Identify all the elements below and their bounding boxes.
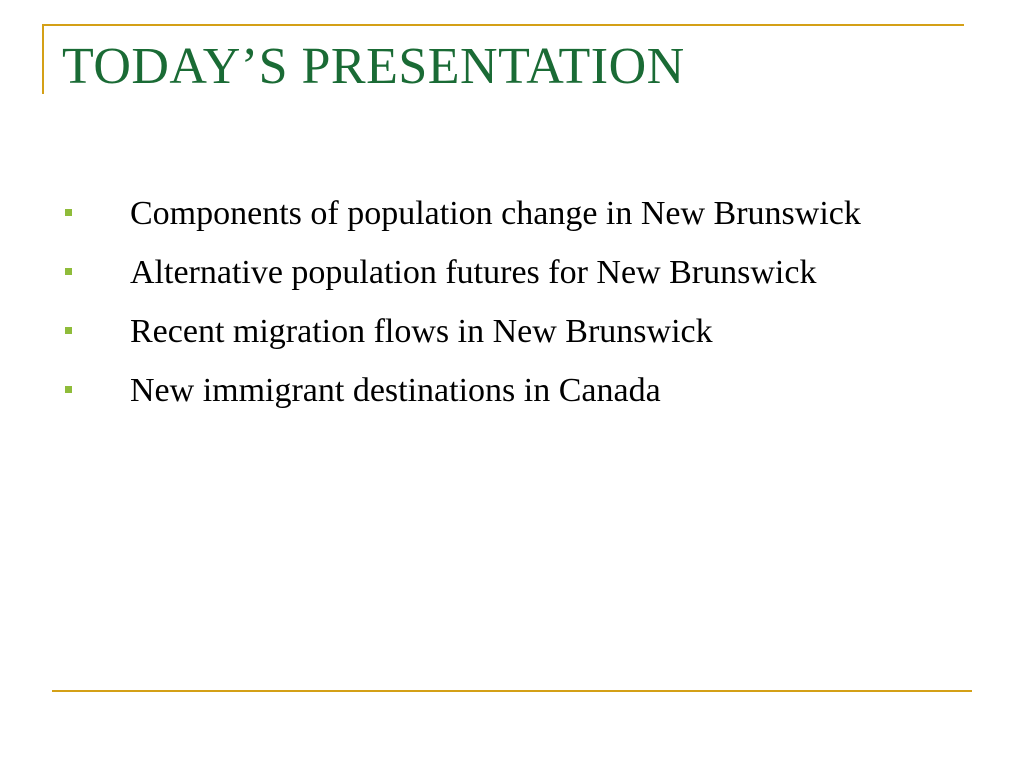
bullet-item: [62, 188, 882, 239]
bullet-text: Recent migration flows in New Brunswick: [130, 313, 713, 350]
bottom-accent-rule: [52, 690, 972, 692]
top-accent-rule: [42, 24, 964, 26]
bullet-text: New immigrant destinations in Canada: [130, 372, 661, 409]
square-bullet-icon: [65, 386, 72, 393]
left-accent-rule: [42, 24, 44, 94]
bullet-item: [62, 306, 882, 357]
bullet-item: [62, 365, 882, 416]
square-bullet-icon: [65, 268, 72, 275]
bullet-list: [62, 188, 882, 424]
square-bullet-icon: [65, 209, 72, 216]
square-bullet-icon: [65, 327, 72, 334]
slide-title: TODAY’S PRESENTATION: [62, 38, 685, 95]
bullet-item: [62, 247, 882, 298]
bullet-text: Alternative population futures for New Brunswick: [130, 254, 817, 291]
bullet-text: Components of population change in New Brunswick: [130, 195, 861, 232]
